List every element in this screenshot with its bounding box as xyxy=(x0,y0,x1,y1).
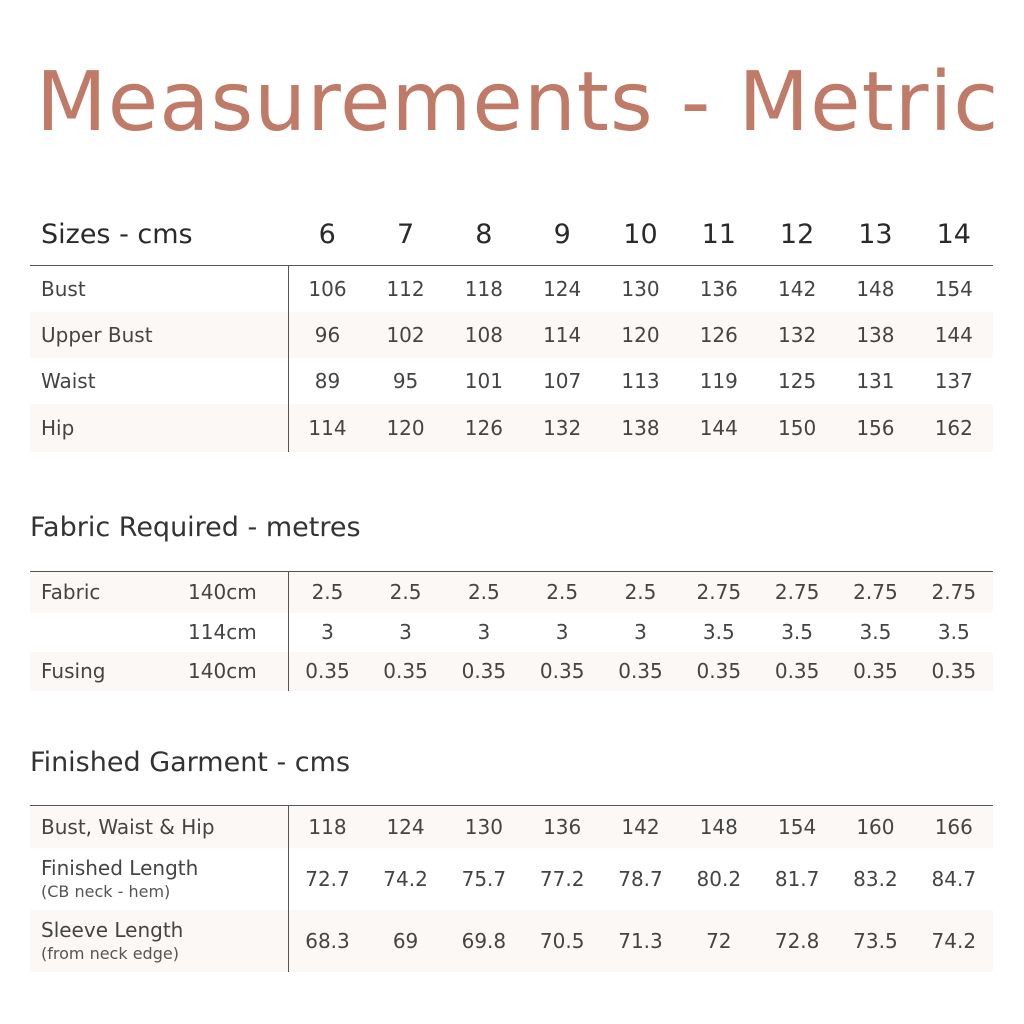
measurement-value: 144 xyxy=(680,404,758,452)
measurement-value: 150 xyxy=(758,404,836,452)
size-header: 10 xyxy=(623,218,658,250)
measurement-row xyxy=(30,404,993,452)
measurement-value: 95 xyxy=(392,368,419,393)
finished-label: Sleeve Length xyxy=(41,918,184,942)
measurement-value: 120 xyxy=(601,312,679,358)
finished-value: 80.2 xyxy=(696,866,742,891)
fabric-row xyxy=(30,613,993,652)
finished-value: 75.7 xyxy=(461,866,507,891)
fabric-label: Fabric xyxy=(30,572,182,613)
finished-value: 124 xyxy=(366,806,444,848)
finished-value: 77.2 xyxy=(539,866,585,891)
measurement-value: 114 xyxy=(523,312,601,358)
measurement-value: 107 xyxy=(543,368,582,393)
fabric-width: 140cm xyxy=(182,652,288,691)
finished-value: 72.8 xyxy=(758,910,836,972)
fabric-label: Fusing xyxy=(30,652,182,691)
fabric-value: 3.5 xyxy=(859,620,892,644)
fabric-heading: Fabric Required - metres xyxy=(30,512,361,543)
measurement-value: 113 xyxy=(621,368,660,393)
finished-row xyxy=(30,910,993,972)
fabric-value: 2.75 xyxy=(680,572,758,613)
size-header: 12 xyxy=(779,218,815,250)
measurement-value: 156 xyxy=(836,404,914,452)
fabric-row xyxy=(30,652,993,691)
measurement-value: 102 xyxy=(366,312,444,358)
finished-value: 69 xyxy=(366,910,444,972)
finished-sublabel: (from neck edge) xyxy=(41,944,179,963)
fabric-value: 2.75 xyxy=(915,572,993,613)
measurement-value: 126 xyxy=(445,404,523,452)
measurement-label: Bust xyxy=(30,266,288,312)
fabric-value: 3.5 xyxy=(937,620,970,644)
finished-value: 154 xyxy=(758,806,836,848)
finished-value: 136 xyxy=(523,806,601,848)
measurement-value: 89 xyxy=(288,358,366,404)
page-title: Measurements - Metric xyxy=(36,55,1000,150)
measurement-value: 96 xyxy=(288,312,366,358)
measurement-value: 162 xyxy=(915,404,993,452)
measurement-row xyxy=(30,358,993,404)
fabric-value: 2.5 xyxy=(445,572,523,613)
finished-heading: Finished Garment - cms xyxy=(30,747,351,778)
finished-row xyxy=(30,848,993,910)
fabric-value: 3 xyxy=(399,620,412,644)
finished-value: 69.8 xyxy=(445,910,523,972)
fabric-label xyxy=(30,613,182,652)
finished-value: 84.7 xyxy=(931,866,977,891)
finished-value: 74.2 xyxy=(383,866,428,891)
fabric-value: 2.75 xyxy=(836,572,914,613)
fabric-table xyxy=(30,571,993,691)
size-header: 11 xyxy=(701,218,736,250)
finished-value: 72 xyxy=(680,910,758,972)
sizes-label: Sizes - cms xyxy=(41,218,193,250)
size-header: 13 xyxy=(858,218,893,250)
measurement-value: 138 xyxy=(836,312,914,358)
measurement-value: 114 xyxy=(288,404,366,452)
measurement-label: Waist xyxy=(41,368,96,393)
fabric-row xyxy=(30,572,993,613)
finished-value: 118 xyxy=(288,806,366,848)
fabric-value: 2.5 xyxy=(288,572,366,613)
fabric-value: 3.5 xyxy=(781,620,814,644)
fabric-width: 140cm xyxy=(182,572,288,613)
measurement-value: 137 xyxy=(934,368,973,393)
finished-garment-table xyxy=(30,805,993,972)
measurement-value: 106 xyxy=(288,266,366,312)
fabric-value: 0.35 xyxy=(445,652,523,691)
fabric-value: 0.35 xyxy=(680,652,758,691)
finished-value: 70.5 xyxy=(523,910,601,972)
finished-value: 142 xyxy=(601,806,679,848)
measurement-value: 154 xyxy=(915,266,993,312)
fabric-value: 0.35 xyxy=(758,652,836,691)
finished-sublabel: (CB neck - hem) xyxy=(41,882,171,901)
measurement-value: 124 xyxy=(523,266,601,312)
finished-value: 74.2 xyxy=(915,910,993,972)
fabric-value: 2.5 xyxy=(601,572,679,613)
size-header: 14 xyxy=(936,218,971,250)
sizes-header-row xyxy=(30,203,993,266)
measurement-label: Upper Bust xyxy=(30,312,288,358)
fabric-value: 3 xyxy=(477,620,491,644)
measurement-value: 112 xyxy=(366,266,444,312)
body-measurements-table xyxy=(30,203,993,452)
measurement-value: 144 xyxy=(915,312,993,358)
finished-label-cell xyxy=(30,910,288,972)
measurement-value: 136 xyxy=(680,266,758,312)
finished-label: Bust, Waist & Hip xyxy=(41,814,215,839)
measurement-row xyxy=(30,312,993,358)
finished-value: 148 xyxy=(680,806,758,848)
measurement-value: 148 xyxy=(836,266,914,312)
finished-label-cell xyxy=(30,848,288,910)
finished-label-cell xyxy=(30,806,288,848)
measurement-value: 101 xyxy=(464,368,503,393)
size-header: 6 xyxy=(318,218,336,250)
measurement-value: 130 xyxy=(601,266,679,312)
finished-value: 68.3 xyxy=(288,910,366,972)
size-header: 7 xyxy=(396,218,415,250)
finished-value: 71.3 xyxy=(601,910,679,972)
measurement-value: 132 xyxy=(758,312,836,358)
measurement-value: 142 xyxy=(758,266,836,312)
fabric-value: 3.5 xyxy=(702,620,735,644)
fabric-value: 3 xyxy=(634,620,647,644)
fabric-value: 2.75 xyxy=(758,572,836,613)
fabric-value: 0.35 xyxy=(366,652,444,691)
finished-row xyxy=(30,806,993,848)
finished-value: 73.5 xyxy=(836,910,914,972)
measurement-label: Hip xyxy=(30,404,288,452)
fabric-value: 0.35 xyxy=(288,652,366,691)
fabric-value: 2.5 xyxy=(523,572,601,613)
measurement-value: 119 xyxy=(699,368,738,393)
finished-value: 72.7 xyxy=(288,848,366,910)
finished-value: 81.7 xyxy=(774,866,820,891)
measurement-row xyxy=(30,266,993,312)
fabric-value: 3 xyxy=(288,613,366,652)
finished-value: 83.2 xyxy=(853,866,898,891)
finished-value: 78.7 xyxy=(618,866,663,891)
size-header: 8 xyxy=(475,218,493,250)
measurement-value: 126 xyxy=(680,312,758,358)
measurement-value: 120 xyxy=(366,404,444,452)
measurement-value: 131 xyxy=(856,368,895,393)
size-header: 9 xyxy=(553,218,571,250)
measurement-value: 132 xyxy=(523,404,601,452)
measurement-value: 138 xyxy=(601,404,679,452)
finished-label: Finished Length xyxy=(41,856,199,880)
measurement-value: 125 xyxy=(778,368,817,393)
measurement-value: 108 xyxy=(445,312,523,358)
fabric-value: 0.35 xyxy=(915,652,993,691)
fabric-width: 114cm xyxy=(188,620,257,644)
fabric-value: 0.35 xyxy=(523,652,601,691)
fabric-value: 0.35 xyxy=(601,652,679,691)
finished-value: 166 xyxy=(915,806,993,848)
measurement-value: 118 xyxy=(445,266,523,312)
fabric-value: 2.5 xyxy=(366,572,444,613)
fabric-value: 3 xyxy=(555,620,569,644)
fabric-value: 0.35 xyxy=(836,652,914,691)
finished-value: 160 xyxy=(836,806,914,848)
finished-value: 130 xyxy=(445,806,523,848)
